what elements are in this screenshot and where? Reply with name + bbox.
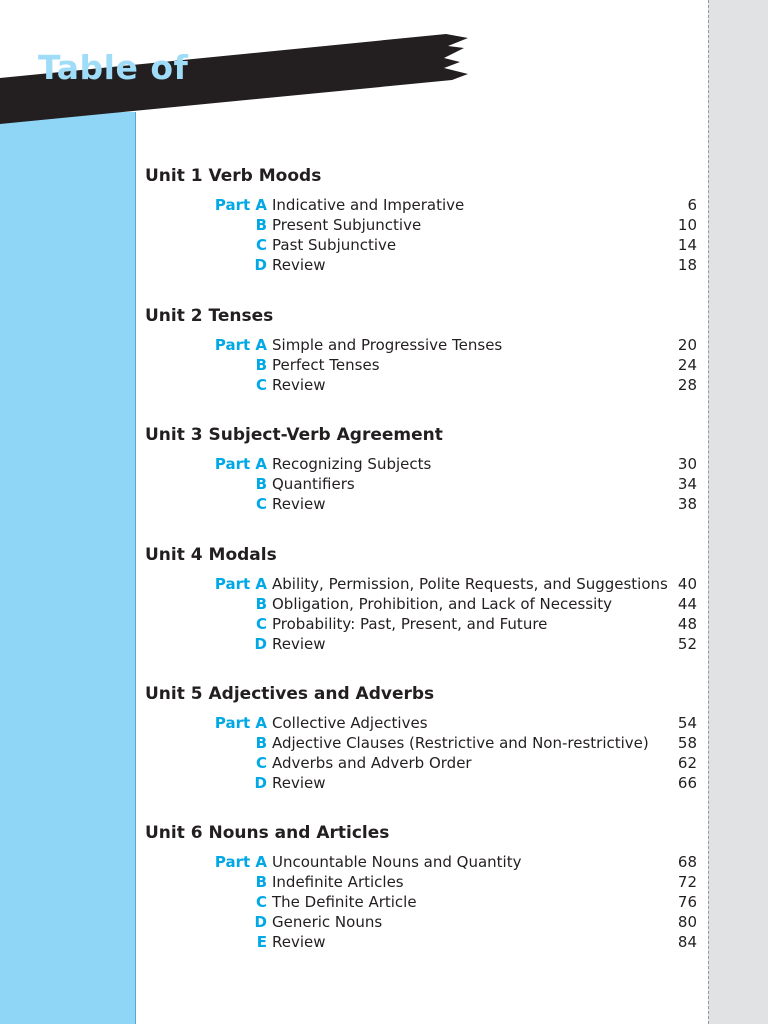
page-number: 44 <box>677 595 697 613</box>
page-number: 40 <box>677 575 697 593</box>
page-number: 38 <box>677 495 697 513</box>
entry-title: Adverbs and Adverb Order <box>272 754 472 772</box>
toc-entry <box>0 713 708 733</box>
part-label: B <box>255 595 267 613</box>
entry-title: Quantifiers <box>272 475 355 493</box>
page-number: 34 <box>677 475 697 493</box>
toc-entry <box>0 912 708 932</box>
entry-title: Adjective Clauses (Restrictive and Non-restrictive) <box>272 734 649 752</box>
page-number: 24 <box>677 356 697 374</box>
page-number: 30 <box>677 455 697 473</box>
entry-title: Review <box>272 635 326 653</box>
part-label: Part A <box>214 336 267 354</box>
unit-title: Unit 4 Modals <box>145 545 277 565</box>
entry-title: Past Subjunctive <box>272 236 397 254</box>
entry-title: Probability: Past, Present, and Future <box>272 615 548 633</box>
page-number: 80 <box>677 913 697 931</box>
part-label: Part A <box>214 455 267 473</box>
part-label: Part A <box>214 853 267 871</box>
part-label: C <box>255 495 267 513</box>
unit-title: Unit 3 Subject-Verb Agreement <box>145 425 443 445</box>
toc-entry <box>0 634 708 654</box>
part-label: D <box>254 913 267 931</box>
page-number: 52 <box>677 635 697 653</box>
toc-entry <box>0 932 708 952</box>
toc-entry <box>0 872 708 892</box>
entry-title: Review <box>272 256 326 274</box>
part-label: B <box>255 216 267 234</box>
page-title: Table of <box>38 48 189 87</box>
page-number: 48 <box>677 615 697 633</box>
toc-entry <box>0 614 708 634</box>
toc-entry <box>0 215 708 235</box>
entry-title: Simple and Progressive Tenses <box>272 336 503 354</box>
part-label: C <box>255 893 267 911</box>
toc-entry <box>0 594 708 614</box>
page-number: 72 <box>677 873 697 891</box>
part-label: Part A <box>214 575 267 593</box>
entry-title: Review <box>272 774 326 792</box>
page-number: 6 <box>687 196 697 214</box>
page-number: 10 <box>677 216 697 234</box>
page-number: 20 <box>677 336 697 354</box>
toc-entry <box>0 852 708 872</box>
entry-title: Perfect Tenses <box>272 356 380 374</box>
toc-entry <box>0 335 708 355</box>
part-label: C <box>255 754 267 772</box>
page-number: 76 <box>677 893 697 911</box>
unit-title: Unit 6 Nouns and Articles <box>145 823 390 843</box>
toc-entry <box>0 494 708 514</box>
toc-entry <box>0 474 708 494</box>
toc-entry <box>0 375 708 395</box>
page-number: 28 <box>677 376 697 394</box>
toc-entry <box>0 235 708 255</box>
page-number: 62 <box>677 754 697 772</box>
toc-entry <box>0 574 708 594</box>
unit-title: Unit 2 Tenses <box>145 306 274 326</box>
part-label: C <box>255 615 267 633</box>
part-label: D <box>254 635 267 653</box>
entry-title: Indefinite Articles <box>272 873 404 891</box>
entry-title: Review <box>272 933 326 951</box>
entry-title: Present Subjunctive <box>272 216 422 234</box>
part-label: B <box>255 734 267 752</box>
unit-title: Unit 1 Verb Moods <box>145 166 322 186</box>
entry-title: The Definite Article <box>272 893 417 911</box>
toc-entry <box>0 255 708 275</box>
toc-entry <box>0 773 708 793</box>
toc-entry <box>0 195 708 215</box>
entry-title: Indicative and Imperative <box>272 196 465 214</box>
entry-title: Generic Nouns <box>272 913 383 931</box>
entry-title: Obligation, Prohibition, and Lack of Necessity <box>272 595 613 613</box>
part-label: C <box>255 236 267 254</box>
page-number: 54 <box>677 714 697 732</box>
toc-entry <box>0 733 708 753</box>
part-label: E <box>256 933 267 951</box>
entry-title: Review <box>272 376 326 394</box>
part-label: B <box>255 475 267 493</box>
page-number: 66 <box>677 774 697 792</box>
entry-title: Recognizing Subjects <box>272 455 432 473</box>
unit-title: Unit 5 Adjectives and Adverbs <box>145 684 435 704</box>
part-label: C <box>255 376 267 394</box>
right-margin-band <box>708 0 768 1024</box>
toc-entry <box>0 892 708 912</box>
part-label: D <box>254 774 267 792</box>
toc-entry <box>0 355 708 375</box>
page-number: 84 <box>677 933 697 951</box>
page-number: 68 <box>677 853 697 871</box>
page-number: 14 <box>677 236 697 254</box>
toc-entry <box>0 753 708 773</box>
entry-title: Uncountable Nouns and Quantity <box>272 853 522 871</box>
part-label: B <box>255 356 267 374</box>
part-label: B <box>255 873 267 891</box>
entry-title: Ability, Permission, Polite Requests, and Suggestions <box>272 575 668 593</box>
entry-title: Collective Adjectives <box>272 714 428 732</box>
toc-entry <box>0 454 708 474</box>
entry-title: Review <box>272 495 326 513</box>
part-label: Part A <box>214 196 267 214</box>
page-number: 18 <box>677 256 697 274</box>
part-label: D <box>254 256 267 274</box>
page-number: 58 <box>677 734 697 752</box>
part-label: Part A <box>214 714 267 732</box>
